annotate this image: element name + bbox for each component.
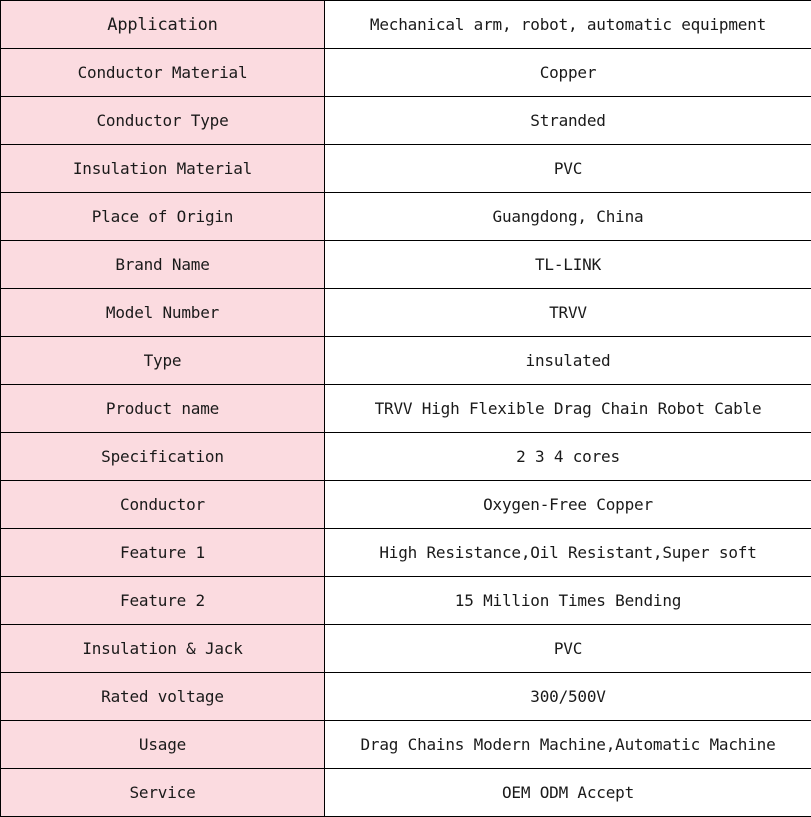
spec-row-application: [1, 1, 811, 49]
spec-value: TRVV High Flexible Drag Chain Robot Cable: [325, 385, 811, 433]
spec-label: Brand Name: [1, 241, 325, 289]
spec-row-specification: [1, 433, 811, 481]
spec-row-product-name: [1, 385, 811, 433]
spec-value: PVC: [325, 625, 811, 673]
spec-row-service: [1, 769, 811, 817]
spec-value: 300/500V: [325, 673, 811, 721]
spec-row-conductor: [1, 481, 811, 529]
spec-value: Mechanical arm, robot, automatic equipment: [325, 1, 811, 49]
spec-row-insulation-jack: [1, 625, 811, 673]
spec-label: Insulation & Jack: [1, 625, 325, 673]
spec-label: Specification: [1, 433, 325, 481]
spec-label: Place of Origin: [1, 193, 325, 241]
spec-label: Model Number: [1, 289, 325, 337]
spec-row-brand-name: [1, 241, 811, 289]
spec-value: Oxygen-Free Copper: [325, 481, 811, 529]
spec-row-conductor-material: [1, 49, 811, 97]
spec-value: 2 3 4 cores: [325, 433, 811, 481]
spec-row-feature-2: [1, 577, 811, 625]
spec-label: Conductor Type: [1, 97, 325, 145]
spec-value: Copper: [325, 49, 811, 97]
spec-table-body: [1, 1, 811, 817]
spec-value: Guangdong, China: [325, 193, 811, 241]
spec-row-type: [1, 337, 811, 385]
spec-value: insulated: [325, 337, 811, 385]
spec-label: Conductor: [1, 481, 325, 529]
spec-row-rated-voltage: [1, 673, 811, 721]
spec-label: Conductor Material: [1, 49, 325, 97]
spec-label: Application: [1, 1, 325, 49]
spec-label: Usage: [1, 721, 325, 769]
spec-value: OEM ODM Accept: [325, 769, 811, 817]
spec-row-conductor-type: [1, 97, 811, 145]
spec-value: 15 Million Times Bending: [325, 577, 811, 625]
spec-label: Product name: [1, 385, 325, 433]
spec-label: Service: [1, 769, 325, 817]
spec-label: Rated voltage: [1, 673, 325, 721]
spec-value: TRVV: [325, 289, 811, 337]
spec-label: Type: [1, 337, 325, 385]
spec-row-usage: [1, 721, 811, 769]
spec-value: High Resistance,Oil Resistant,Super soft: [325, 529, 811, 577]
spec-row-feature-1: [1, 529, 811, 577]
spec-row-model-number: [1, 289, 811, 337]
spec-label: Feature 1: [1, 529, 325, 577]
spec-value: Stranded: [325, 97, 811, 145]
spec-row-insulation-material: [1, 145, 811, 193]
spec-value: Drag Chains Modern Machine,Automatic Machine: [325, 721, 811, 769]
spec-label: Feature 2: [1, 577, 325, 625]
spec-row-place-of-origin: [1, 193, 811, 241]
spec-value: TL-LINK: [325, 241, 811, 289]
spec-value: PVC: [325, 145, 811, 193]
spec-label: Insulation Material: [1, 145, 325, 193]
